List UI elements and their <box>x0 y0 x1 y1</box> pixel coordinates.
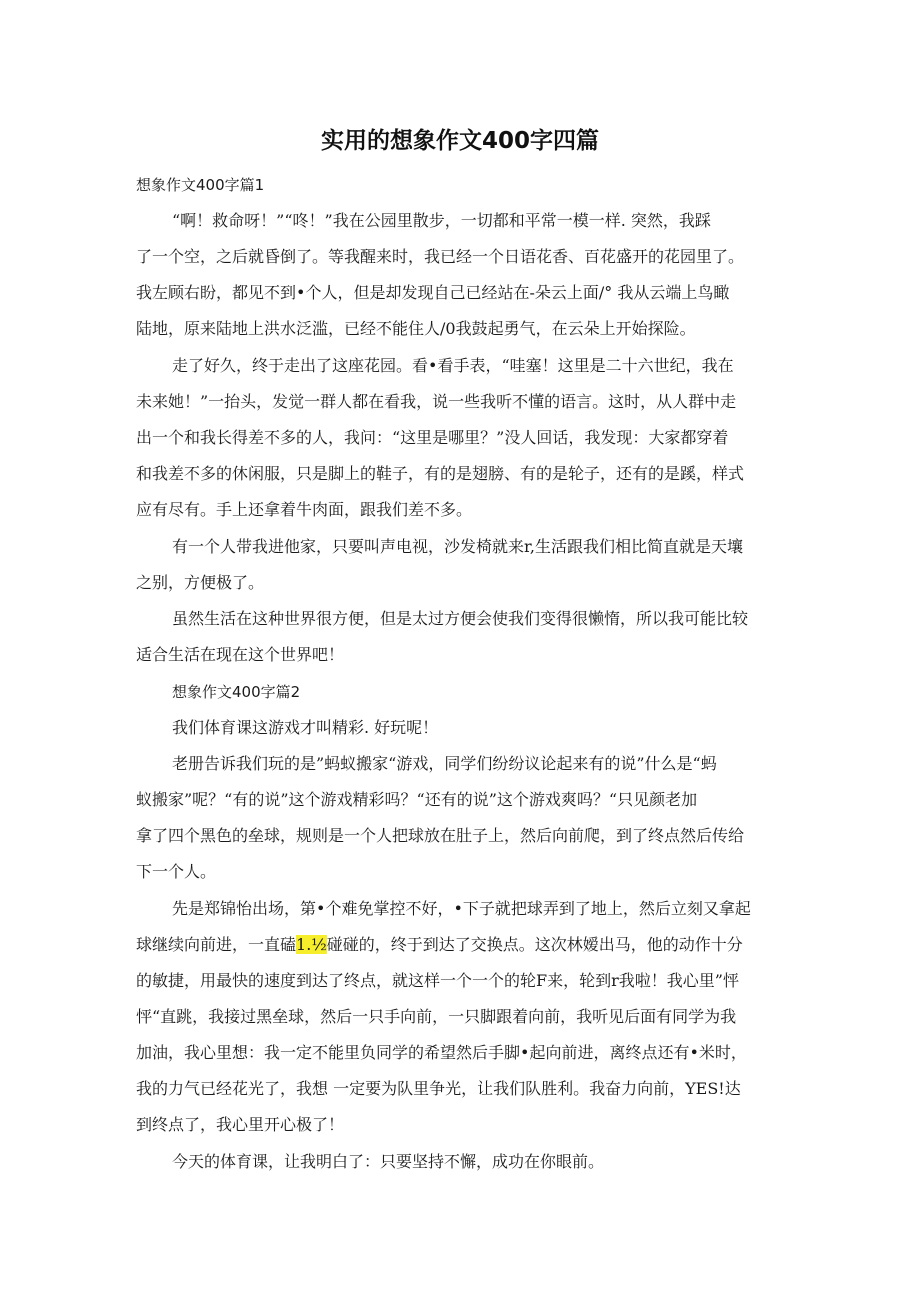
essay2-p2-line2: 蚁搬家”呢？“有的说”这个游戏精彩吗？“还有的说”这个游戏爽吗？“只见颜老加 <box>136 790 698 809</box>
essay1-p1-line2: 了一个空，之后就昏倒了。等我醒来时，我已经一个日语花香、百花盛开的花园里了。 <box>136 247 745 266</box>
essay2-p3-line6: 我的力气已经花光了，我想 一定要为队里争光，让我们队胜利。我奋力向前，YES!达 <box>136 1079 741 1098</box>
essay2-p3-line1: 先是郑锦怡出场，第•个难免掌控不好，•下子就把球弄到了地上，然后立刻又拿起 <box>172 899 751 918</box>
essay1-p1-line3: 我左顾右盼，都见不到•个人，但是却发现自己已经站在-朵云上面/° 我从云端上鸟瞰 <box>136 283 730 302</box>
document-title: 实用的想象作文400字四篇 <box>320 128 599 154</box>
essay2-p3-line5: 加油，我心里想：我一定不能里负同学的希望然后手脚•起向前进，离终点还有•米时， <box>136 1043 747 1062</box>
essay2-heading: 想象作文400字篇2 <box>172 683 301 701</box>
essay2-p3-line3: 的敏捷，用最快的速度到达了终点，就这样一个一个的轮F来，轮到r我啦！我心里”怦 <box>136 971 739 990</box>
essay2-p2-line4: 下一个人。 <box>136 862 217 881</box>
essay2-p3-line2-part1: 球继续向前进，一直磕 <box>136 935 297 954</box>
essay2-p4-line1: 今天的体育课，让我明白了：只要坚持不懈，成功在你眼前。 <box>172 1152 605 1171</box>
essay1-p3-line2: 之别，方便极了。 <box>136 573 265 592</box>
essay1-p4-line1: 虽然生活在这种世界很方便，但是太过方便会使我们变得很懒惰，所以我可能比较 <box>172 609 749 628</box>
essay2-p2-line3: 拿了四个黑色的垒球，规则是一个人把球放在肚子上，然后向前爬，到了终点然后传给 <box>136 826 745 845</box>
essay1-p3-line1: 有一个人带我进他家，只要叫声电视，沙发椅就来r,生活跟我们相比简直就是天壤 <box>172 537 743 556</box>
essay1-p2-line1: 走了好久，终于走出了这座花园。看•看手表，“哇塞！这里是二十六世纪，我在 <box>172 356 734 375</box>
essay2-p3-line2 <box>136 935 743 955</box>
essay1-p1-line4: 陆地，原来陆地上洪水泛滥，已经不能住人/0我鼓起勇气，在云朵上开始探险。 <box>136 319 696 338</box>
essay1-p2-line3: 出一个和我长得差不多的人，我问：“这里是哪里？”没人回话，我发现：大家都穿着 <box>136 428 729 447</box>
essay2-p3-line7: 到终点了，我心里开心极了！ <box>136 1115 345 1134</box>
essay1-p1-line1: “啊！救命呀！”“咚！”我在公园里散步，一切都和平常一模一样. 突然，我踩 <box>172 211 711 230</box>
essay1-p2-line2: 未来她！”一抬头，发觉一群人都在看我，说一些我听不懂的语言。这时，从人群中走 <box>136 392 737 411</box>
essay1-p2-line5: 应有尽有。手上还拿着牛肉面，跟我们差不多。 <box>136 500 473 519</box>
essay1-p4-line2: 适合生活在现在这个世界吧！ <box>136 645 345 664</box>
essay2-p1-line1: 我们体育课这游戏才叫精彩. 好玩呢！ <box>172 718 439 737</box>
highlighted-text: 1.½ <box>296 935 327 954</box>
essay2-p3-line2-part2: 碰碰的，终于到达了交换点。这次林嫒出马，他的动作十分 <box>326 935 743 954</box>
essay1-heading: 想象作文400字篇1 <box>136 176 265 194</box>
essay2-p3-line4: 怦“直跳，我接过黑垒球，然后一只手向前，一只脚跟着向前，我听见后面有同学为我 <box>136 1007 737 1026</box>
essay2-p2-line1: 老册告诉我们玩的是”蚂蚁搬家“游戏，同学们纷纷议论起来有的说”什么是“蚂 <box>172 754 717 773</box>
essay1-p2-line4: 和我差不多的休闲服，只是脚上的鞋子，有的是翅膀、有的是轮子，还有的是蹊，样式 <box>136 464 745 483</box>
